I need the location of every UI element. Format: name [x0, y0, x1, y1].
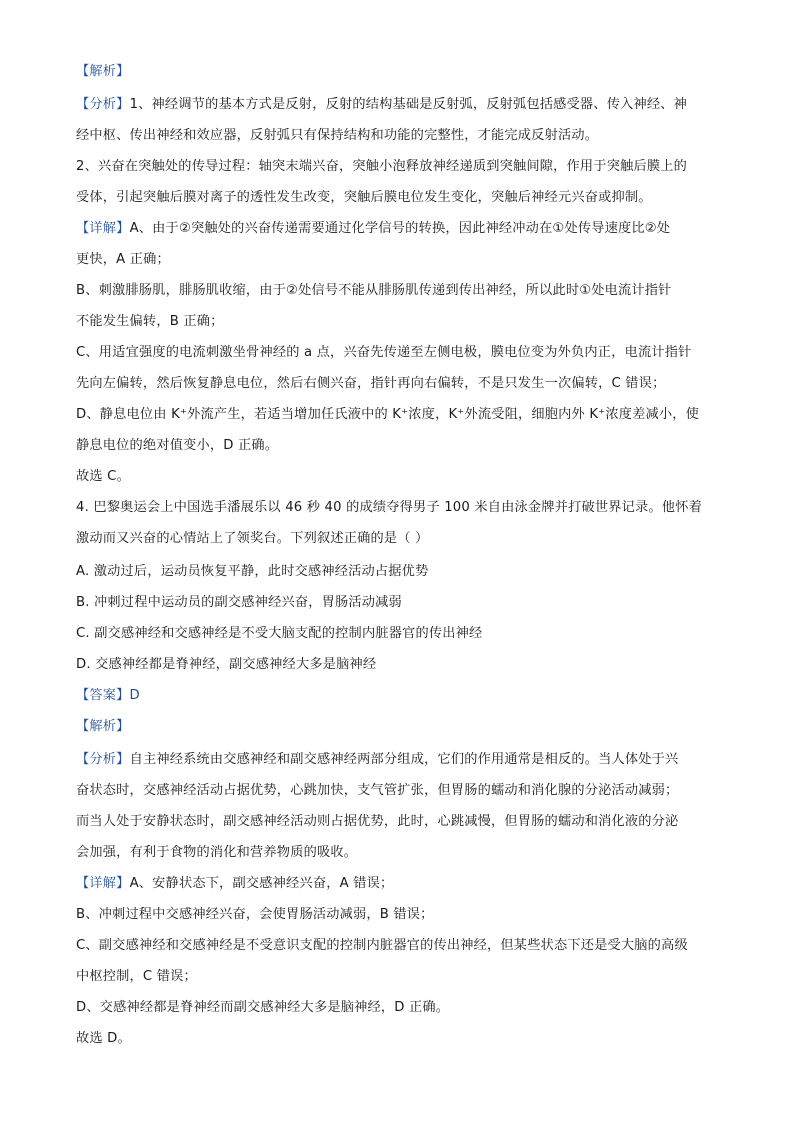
detail-text: 静息电位的绝对值变小，D 正确。 [76, 438, 279, 453]
option-d: D. 交感神经都是脊神经，副交感神经大多是脑神经 [76, 657, 377, 672]
choice-conclusion: 故选 D。 [76, 1031, 131, 1046]
option-a: A. 激动过后，运动员恢复平静，此时交感神经活动占据优势 [76, 564, 429, 579]
detail-text: C、副交感神经和交感神经是不受意识支配的控制内脏器官的传出神经，但某些状态下还是受大脑的高级 [76, 938, 688, 953]
analysis-heading-2: 【解析】 [76, 719, 130, 734]
detail-text: B、冲刺过程中交感神经兴奋，会使胃肠活动减弱，B 错误； [76, 907, 434, 922]
analysis-text: 2、兴奋在突触处的传导过程：轴突末端兴奋，突触小泡释放神经递质到突触间隙，作用于突触后膜上的 [76, 159, 688, 174]
detail-line [76, 219, 720, 239]
analysis-text: 受体，引起突触后膜对离子的透性发生改变，突触后膜电位发生变化，突触后神经元兴奋或抑制。 [76, 190, 652, 205]
analysis-heading-1: 【解析】 [76, 64, 130, 79]
analysis-text: 而当人处于安静状态时，副交感神经活动则占据优势，此时，心跳减慢，但胃肠的蠕动和消化液的分泌 [76, 814, 679, 829]
detail-text: B、刺激腓肠肌，腓肠肌收缩，由于②处信号不能从腓肠肌传递到传出神经，所以此时①处电流计指针 [76, 283, 672, 298]
detail-text: D、静息电位由 K⁺外流产生，若适当增加任氏液中的 K⁺浓度，K⁺外流受阻，细胞内外 K⁺浓度差减小，使 [76, 407, 700, 422]
detail-tag: 【详解】 [76, 221, 130, 236]
detail-line [76, 874, 720, 894]
choice-conclusion: 故选 C。 [76, 469, 130, 484]
detail-tag: 【详解】 [76, 876, 130, 891]
analysis-tag: 【分析】 [76, 752, 130, 767]
analysis-text: 奋状态时，交感神经活动占据优势，心跳加快，支气管扩张，但胃肠的蠕动和消化腺的分泌活动减弱； [76, 783, 679, 798]
detail-text: D、交感神经都是脊神经而副交感神经大多是脑神经，D 正确。 [76, 1000, 450, 1015]
analysis-line [76, 95, 720, 115]
detail-text: 中枢控制，C 错误； [76, 969, 197, 984]
answer-label: 【答案】D [76, 688, 140, 703]
analysis-text: 经中枢、传出神经和效应器，反射弧只有保持结构和功能的完整性，才能完成反射活动。 [76, 128, 599, 143]
analysis-tag: 【分析】 [76, 97, 130, 112]
detail-text: C、用适宜强度的电流刺激坐骨神经的 a 点，兴奋先传递至左侧电极，膜电位变为外负内正，电流计指针 [76, 345, 692, 360]
question-stem: 4. 巴黎奥运会上中国选手潘展乐以 46 秒 40 的成绩夺得男子 100 米自由泳金牌并打破世界记录。他怀着 [76, 500, 702, 515]
detail-text: 不能发生偏转，B 正确； [76, 314, 224, 329]
option-c: C. 副交感神经和交感神经是不受大脑支配的控制内脏器官的传出神经 [76, 626, 483, 641]
detail-text: A、由于②突触处的兴奋传递需要通过化学信号的转换，因此神经冲动在①处传导速度比②处 [129, 221, 671, 236]
question-stem: 激动而又兴奋的心情站上了领奖台。下列叙述正确的是（ ） [76, 531, 429, 546]
analysis-text: 1、神经调节的基本方式是反射，反射的结构基础是反射弧，反射弧包括感受器、传入神经、神 [129, 97, 688, 112]
option-b: B. 冲刺过程中运动员的副交感神经兴奋，胃肠活动减弱 [76, 595, 402, 610]
detail-text: A、安静状态下，副交感神经兴奋，A 错误； [129, 876, 394, 891]
analysis-text: 自主神经系统由交感神经和副交感神经两部分组成，它们的作用通常是相反的。当人体处于兴 [129, 752, 679, 767]
detail-text: 先向左偏转，然后恢复静息电位，然后右侧兴奋，指针再向右偏转，不是只发生一次偏转，C 错误； [76, 376, 666, 391]
analysis-text: 会加强，有利于食物的消化和营养物质的吸收。 [76, 845, 358, 860]
analysis-line [76, 750, 720, 770]
detail-text: 更快，A 正确； [76, 252, 170, 267]
